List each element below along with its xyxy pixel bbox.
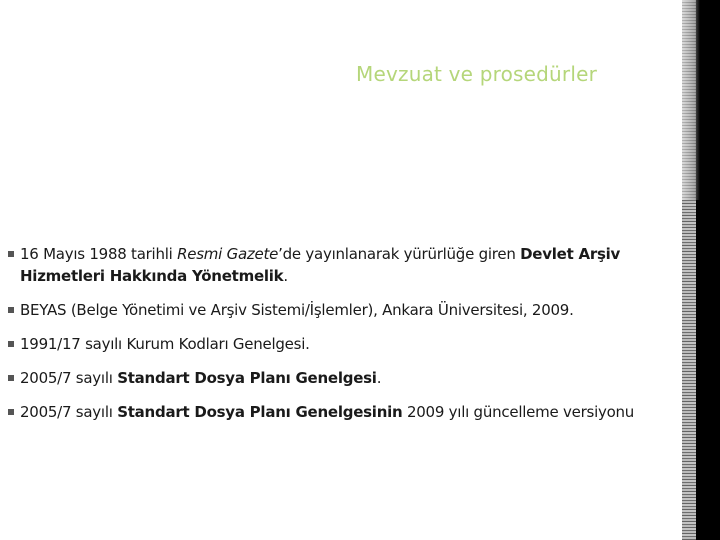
bullet-item xyxy=(8,401,668,423)
bullet-text: 2009 yılı güncelleme versiyonu xyxy=(402,403,635,421)
bullet-item xyxy=(8,243,668,287)
bullet-text: 2005/7 sayılı xyxy=(20,369,118,387)
bullet-bold-text: Standart Dosya Planı Genelgesi xyxy=(117,369,377,387)
bullet-marker-icon xyxy=(8,307,14,313)
bullet-marker-icon xyxy=(8,375,14,381)
bullet-bold-text: Devlet Arşiv Hizmetleri Hakkında Yönetmelik xyxy=(20,245,621,285)
bullet-list xyxy=(8,243,668,423)
bullet-item xyxy=(8,367,668,389)
bullet-bold-text: Standart Dosya Planı Genelgesinin xyxy=(117,403,403,421)
bullet-text: . xyxy=(283,267,288,285)
bullet-text: 16 Mayıs 1988 tarihli xyxy=(20,245,178,263)
bullet-text: 2005/7 sayılı xyxy=(20,403,118,421)
sidebar-shading xyxy=(682,0,700,200)
bullet-text: 1991/17 sayılı Kurum Kodları Genelgesi. xyxy=(20,335,310,353)
bullet-italic-text: Resmi Gazete xyxy=(177,245,279,263)
bullet-item xyxy=(8,333,668,355)
bullet-text: BEYAS (Belge Yönetimi ve Arşiv Sistemi/İşlemler), Ankara Üniversitesi, 2009. xyxy=(20,301,574,319)
bullet-text: . xyxy=(376,369,382,387)
slide-title: Mevzuat ve prosedürler xyxy=(356,62,598,86)
decorative-sidebar xyxy=(682,0,720,540)
bullet-marker-icon xyxy=(8,409,14,415)
bullet-text: ’de yayınlanarak yürürlüğe giren xyxy=(278,245,521,263)
bullet-marker-icon xyxy=(8,251,14,257)
bullet-marker-icon xyxy=(8,341,14,347)
bullet-item xyxy=(8,299,668,321)
